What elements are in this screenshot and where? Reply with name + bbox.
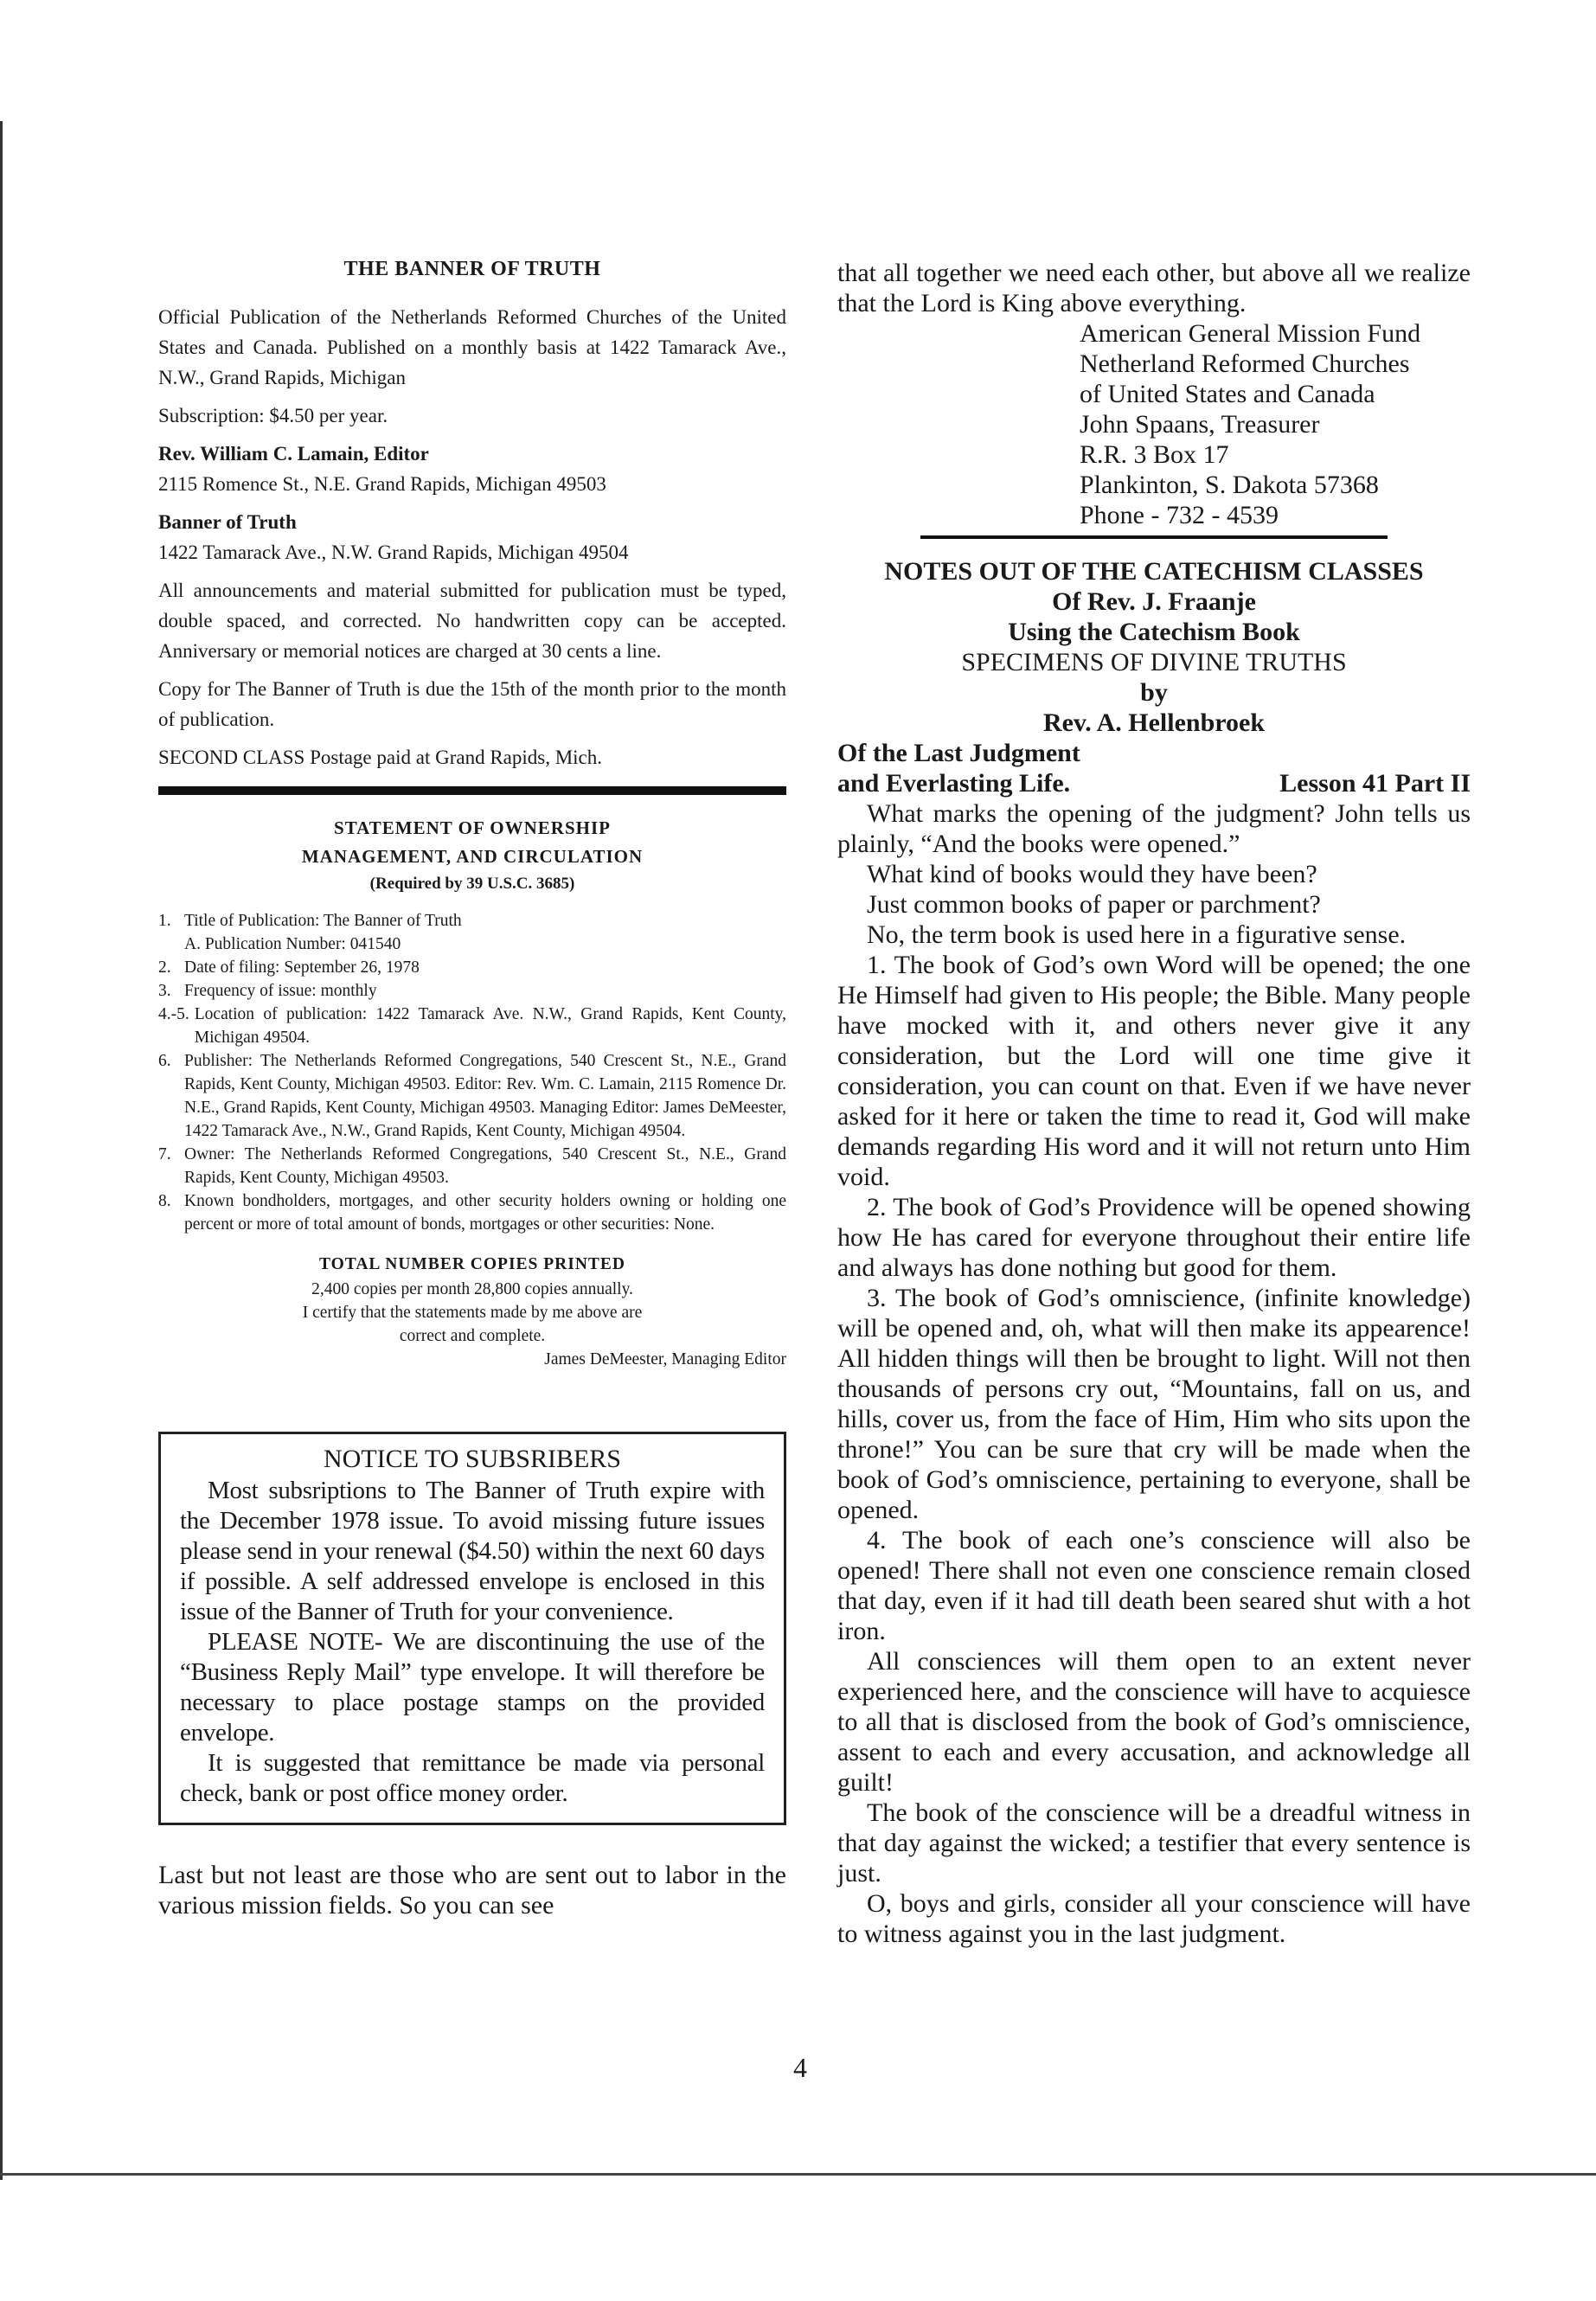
subject-line-2: and Everlasting Life.	[837, 769, 1071, 798]
statement-item-number	[158, 933, 184, 956]
closing-paragraph: Last but not least are those who are sent out to labor in the various mission fields. So you can see	[158, 1861, 786, 1920]
hellenbroek-line: Rev. A. Hellenbroek	[1042, 708, 1266, 737]
continuation-paragraph: that all together we need each other, but above all we realize that the Lord is King above everything.	[837, 259, 1471, 317]
lesson-body	[837, 798, 1471, 1949]
section-divider	[920, 535, 1388, 539]
statement-item-number: 4.-5.	[158, 1005, 189, 1023]
statement-item	[158, 1189, 786, 1236]
statement-title-2: MANAGEMENT, AND CIRCULATION	[301, 846, 644, 867]
lesson-paragraph: 1. The book of God’s own Word will be opened; the one He Himself had given to His people; the Bible. Many people have mocked with it, and others never give it any consideration, but the Lord will one time give it consideration, you can count on that. Even if we have never asked for it here or taken the time to read it, God will make demands regarding His word and it will not return unto Him void.	[837, 951, 1471, 1191]
statement-item-number: 8.	[158, 1192, 171, 1210]
editor-block	[158, 439, 786, 499]
catechism-book: Using the Catechism Book	[1008, 618, 1300, 646]
lesson-paragraph: What kind of books would they have been?	[867, 860, 1317, 888]
address-line: Netherland Reformed Churches	[1080, 349, 1410, 378]
statement-item	[158, 1049, 786, 1143]
lesson-paragraph: 2. The book of God’s Providence will be opened showing how He has cared for everyone throughout their entire life and always has done nothing but good for them.	[837, 1193, 1471, 1282]
left-column	[158, 258, 786, 1920]
address-line: John Spaans, Treasurer	[1080, 410, 1320, 439]
address-line: of United States and Canada	[1080, 380, 1375, 408]
statement-item	[158, 909, 786, 933]
copy-due-notice: Copy for The Banner of Truth is due the 15th of the month prior to the month of publication.	[158, 678, 786, 730]
catechism-heading: NOTES OUT OF THE CATECHISM CLASSES	[884, 557, 1424, 586]
statement-item-number: 1.	[158, 912, 171, 930]
address-line: American General Mission Fund	[1080, 319, 1421, 348]
statement-item-text: Frequency of issue: monthly	[184, 982, 377, 1000]
editor-address: 2115 Romence St., N.E. Grand Rapids, Michigan 49503	[158, 473, 606, 495]
lesson-paragraph: All consciences will them open to an extent never experienced here, and the conscience will have to acquiesce to all that is disclosed from the book of God’s omniscience, assent to each and every accusation, and acknowledge all guilt!	[837, 1647, 1471, 1797]
lesson-paragraph: 4. The book of each one’s conscience will also be opened! There shall not even one conscience remain closed that day, even if it had till death been seared shut with a hot iron.	[837, 1526, 1471, 1645]
total-copies-heading: TOTAL NUMBER COPIES PRINTED	[318, 1255, 626, 1273]
announcements-policy: All announcements and material submitted for publication must be typed, double spaced, and corrected. No handwritten copy can be accepted. Anniversary or memorial notices are charged at 30 cents a line.	[158, 580, 786, 662]
notice-paragraph-3: It is suggested that remittance be made via personal check, bank or post office money order.	[180, 1749, 765, 1807]
section-divider	[158, 786, 786, 795]
statement-items	[158, 909, 786, 1236]
statement-item-text: Title of Publication: The Banner of Truth	[184, 912, 462, 930]
specimens-heading: SPECIMENS OF DIVINE TRUTHS	[961, 648, 1347, 676]
lesson-paragraph: No, the term book is used here in a figurative sense.	[867, 920, 1407, 949]
lesson-paragraph: Just common books of paper or parchment?	[867, 890, 1321, 919]
notice-box	[158, 1432, 786, 1825]
certify-line-2: correct and complete.	[399, 1327, 546, 1345]
statement-item	[158, 956, 786, 979]
statement-item-text: Publisher: The Netherlands Reformed Congregations, 540 Crescent St., N.E., Grand Rapids, Kent County, Michigan 49503. Editor: Rev. Wm. C. Lamain, 2115 Romence Dr. N.E., Grand Rapids, Kent County, Michigan 49503. Managing Editor: James DeMeester, 1422 Tamarack Ave., N.W., Grand Rapids, Kent County, Michigan 49504.	[184, 1052, 786, 1140]
statement-item-text: Location of publication: 1422 Tamarack Ave. N.W., Grand Rapids, Kent County, Michigan 49504.	[194, 1005, 786, 1047]
scan-left-edge	[0, 121, 3, 2180]
address-line: R.R. 3 Box 17	[1080, 440, 1229, 469]
scan-bottom-edge	[0, 2173, 1596, 2176]
notice-title: NOTICE TO SUBSRIBERS	[324, 1445, 621, 1473]
statement-required: (Required by 39 U.S.C. 3685)	[369, 875, 575, 893]
certify-line-1: I certify that the statements made by me above are	[302, 1304, 643, 1322]
statement-item-number: 3.	[158, 982, 171, 1000]
address-line: Plankinton, S. Dakota 57368	[1080, 471, 1379, 499]
lesson-paragraph: O, boys and girls, consider all your conscience will have to witness against you in the last judgment.	[837, 1889, 1471, 1948]
masthead-title: THE BANNER OF TRUTH	[343, 258, 601, 280]
statement-item-text: A. Publication Number: 041540	[184, 935, 401, 953]
managing-editor-signature: James DeMeester, Managing Editor	[544, 1350, 786, 1368]
banner-office-label: Banner of Truth	[158, 511, 297, 533]
lesson-label: Lesson 41 Part II	[1279, 769, 1471, 798]
subscription-price: Subscription: $4.50 per year.	[158, 405, 388, 426]
address-line: Phone - 732 - 4539	[1080, 501, 1279, 529]
statement-item-text: Date of filing: September 26, 1978	[184, 958, 420, 977]
statement-of-ownership	[158, 814, 786, 1371]
notice-paragraph-1: Most subsriptions to The Banner of Truth expire with the December 1978 issue. To avoid missing future issues please send in your renewal ($4.50) within the next 60 days if possible. A self addressed envelope is enclosed in this issue of the Banner of Truth for your convenience.	[180, 1477, 765, 1625]
statement-item-number: 6.	[158, 1052, 171, 1070]
banner-office-block	[158, 507, 786, 567]
page-number: 4	[793, 2052, 807, 2083]
statement-item	[158, 979, 786, 1003]
lesson-paragraph: What marks the opening of the judgment? John tells us plainly, “And the books were opened.”	[837, 799, 1471, 858]
lesson-row	[837, 768, 1471, 798]
notice-paragraph-2: PLEASE NOTE- We are discontinuing the use of the “Business Reply Mail” type envelope. It will therefore be necessary to place postage stamps on the provided envelope.	[180, 1628, 765, 1747]
editor-name: Rev. William C. Lamain, Editor	[158, 443, 429, 465]
postage-notice: SECOND CLASS Postage paid at Grand Rapids, Mich.	[158, 747, 603, 768]
lesson-paragraph: 3. The book of God’s omniscience, (infinite knowledge) will be opened and, oh, what will then make its appearence! All hidden things will then be brought to light. Will not then thousands of persons cry out, “Mountains, fall on us, and hills, cover us, from the face of Him, Him who sits upon the throne!” You can be sure that cry will be made when the book of God’s omniscience, pertaining to everyone, shall be opened.	[837, 1284, 1471, 1524]
statement-title-1: STATEMENT OF OWNERSHIP	[334, 817, 611, 838]
statement-item	[158, 1143, 786, 1189]
statement-item-text: Known bondholders, mortgages, and other security holders owning or holding one percent or more of total amount of bonds, mortgages or other securities: None.	[184, 1192, 786, 1234]
copies-printed: 2,400 copies per month 28,800 copies annually.	[311, 1280, 633, 1298]
banner-office-address: 1422 Tamarack Ave., N.W. Grand Rapids, Michigan 49504	[158, 542, 629, 563]
mission-fund-address	[1080, 318, 1471, 530]
subject-line-1: Of the Last Judgment	[837, 739, 1080, 767]
publication-info: Official Publication of the Netherlands Reformed Churches of the United States and Canada. Published on a monthly basis at 1422 Tamarack Ave., N.W., Grand Rapids, Michigan	[158, 306, 786, 388]
catechism-author: Of Rev. J. Fraanje	[1052, 587, 1256, 616]
statement-item-text: Owner: The Netherlands Reformed Congregations, 540 Crescent St., N.E., Grand Rapids, Kent County, Michigan 49503.	[184, 1145, 786, 1187]
by-line: by	[1140, 678, 1168, 707]
right-column	[837, 258, 1471, 1949]
statement-item-number: 2.	[158, 958, 171, 977]
statement-item	[158, 1003, 786, 1049]
statement-item-number: 7.	[158, 1145, 171, 1163]
lesson-paragraph: The book of the conscience will be a dreadful witness in that day against the wicked; a testifier that every sentence is just.	[837, 1798, 1471, 1888]
statement-item	[158, 933, 786, 956]
